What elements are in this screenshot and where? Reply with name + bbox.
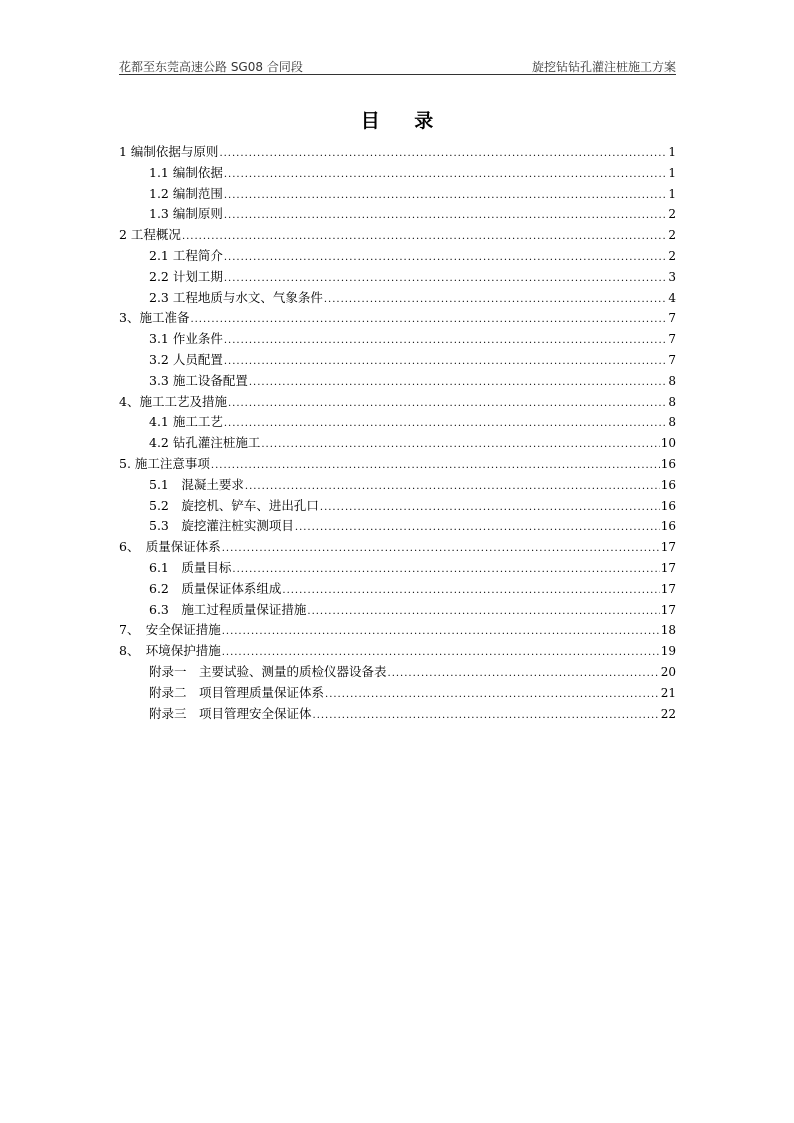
toc-leader-dots	[388, 668, 660, 679]
toc-entry-text: 2.3 工程地质与水文、气象条件	[149, 289, 323, 305]
toc-leader-dots	[224, 190, 668, 201]
toc-entry[interactable]	[119, 412, 676, 433]
toc-entry[interactable]	[119, 246, 676, 267]
toc-entry-text: 7、 安全保证措施	[119, 622, 221, 638]
toc-leader-dots	[190, 314, 667, 325]
toc-entry-page: 16	[660, 498, 676, 513]
toc-entry-page: 8	[668, 394, 676, 409]
toc-entry-text: 1.1 编制依据	[149, 164, 223, 180]
toc-entry-page: 16	[660, 519, 676, 534]
toc-entry-text: 3.1 作业条件	[149, 331, 223, 347]
toc-leader-dots	[295, 522, 660, 533]
toc-entry-page: 2	[668, 248, 676, 263]
toc-entry-text: 1.2 编制范围	[149, 185, 223, 201]
toc-entry-page: 4	[668, 290, 676, 305]
header-project-name: 花都至东莞高速公路 SG08 合同段	[119, 60, 303, 74]
toc-leader-dots	[222, 543, 660, 554]
toc-entry-page: 8	[668, 415, 676, 430]
toc-entry-text: 8、 环境保护措施	[119, 643, 221, 659]
toc-leader-dots	[320, 502, 660, 513]
toc-entry[interactable]	[119, 537, 676, 558]
toc-leader-dots	[245, 481, 660, 492]
toc-entry[interactable]	[119, 516, 676, 537]
toc-leader-dots	[325, 689, 660, 700]
toc-entry[interactable]	[119, 579, 676, 600]
toc-entry[interactable]	[119, 558, 676, 579]
toc-entry[interactable]	[119, 641, 676, 662]
toc-leader-dots	[261, 439, 659, 450]
toc-entry-page: 1	[668, 165, 676, 180]
toc-entry-text: 6、 质量保证体系	[119, 539, 221, 555]
toc-entry-text: 5. 施工注意事项	[119, 455, 210, 471]
toc-entry[interactable]	[119, 475, 676, 496]
toc-entry-page: 3	[668, 269, 676, 284]
toc-entry-page: 8	[668, 373, 676, 388]
toc-entry-text: 6.1 质量目标	[149, 559, 232, 575]
toc-entry-text: 3、施工准备	[119, 310, 190, 326]
toc-entry-text: 4、施工工艺及措施	[119, 393, 227, 409]
toc-leader-dots	[211, 460, 660, 471]
toc-entry[interactable]	[119, 620, 676, 641]
toc-entry-text: 附录二 项目管理质量保证体系	[149, 684, 325, 700]
toc-entry-page: 17	[660, 560, 676, 575]
toc-entry[interactable]	[119, 204, 676, 225]
table-of-contents	[119, 142, 676, 724]
toc-leader-dots	[219, 148, 667, 159]
toc-entry[interactable]	[119, 350, 676, 371]
toc-entry-page: 16	[660, 456, 676, 471]
toc-entry-page: 22	[660, 706, 676, 721]
toc-entry[interactable]	[119, 496, 676, 517]
toc-entry[interactable]	[119, 600, 676, 621]
toc-leader-dots	[222, 647, 660, 658]
toc-entry[interactable]	[119, 683, 676, 704]
toc-entry-text: 6.2 质量保证体系组成	[149, 580, 282, 596]
toc-leader-dots	[224, 335, 668, 346]
toc-leader-dots	[224, 169, 668, 180]
toc-entry[interactable]	[119, 454, 676, 475]
toc-entry[interactable]	[119, 371, 676, 392]
toc-entry-text: 3.2 人员配置	[149, 351, 223, 367]
toc-entry-page: 7	[668, 332, 676, 347]
toc-entry-page: 17	[660, 581, 676, 596]
page-header	[119, 58, 676, 75]
toc-entry[interactable]	[119, 329, 676, 350]
toc-entry-page: 17	[660, 540, 676, 555]
toc-entry[interactable]	[119, 267, 676, 288]
toc-entry-text: 1.3 编制原则	[149, 206, 223, 222]
toc-entry[interactable]	[119, 184, 676, 205]
toc-entry-page: 10	[660, 436, 676, 451]
toc-leader-dots	[182, 231, 667, 242]
toc-leader-dots	[228, 398, 667, 409]
toc-entry[interactable]	[119, 225, 676, 246]
toc-entry[interactable]	[119, 308, 676, 329]
toc-leader-dots	[222, 626, 660, 637]
toc-leader-dots	[313, 710, 660, 721]
toc-entry[interactable]	[119, 433, 676, 454]
toc-entry[interactable]	[119, 288, 676, 309]
toc-entry-page: 2	[668, 207, 676, 222]
toc-entry[interactable]	[119, 392, 676, 413]
toc-entry[interactable]	[119, 163, 676, 184]
toc-entry-text: 2 工程概况	[119, 227, 181, 243]
toc-entry-text: 附录一 主要试验、测量的质检仪器设备表	[149, 663, 387, 679]
toc-entry-text: 6.3 施工过程质量保证措施	[149, 601, 307, 617]
toc-entry[interactable]	[119, 662, 676, 683]
toc-entry-page: 1	[668, 186, 676, 201]
toc-entry[interactable]	[119, 704, 676, 725]
toc-entry-page: 20	[660, 664, 676, 679]
toc-entry-text: 2.2 计划工期	[149, 268, 223, 284]
toc-entry-page: 2	[668, 228, 676, 243]
toc-entry-page: 7	[668, 352, 676, 367]
toc-leader-dots	[224, 252, 668, 263]
toc-leader-dots	[307, 606, 659, 617]
toc-leader-dots	[224, 210, 668, 221]
toc-entry-text: 1 编制依据与原则	[119, 144, 219, 159]
toc-entry-text: 5.1 混凝土要求	[149, 476, 244, 492]
toc-leader-dots	[224, 418, 668, 429]
toc-entry-page: 1	[668, 145, 676, 159]
toc-entry-text: 5.3 旋挖灌注桩实测项目	[149, 518, 294, 534]
toc-entry-page: 17	[660, 602, 676, 617]
toc-entry-page: 18	[660, 623, 676, 638]
toc-entry-text: 附录三 项目管理安全保证体	[149, 705, 312, 721]
toc-leader-dots	[232, 564, 659, 575]
toc-title: 目 录	[360, 110, 448, 132]
toc-leader-dots	[249, 377, 668, 388]
toc-entry-text: 4.1 施工工艺	[149, 414, 223, 430]
toc-entry[interactable]	[119, 142, 676, 163]
toc-entry-text: 2.1 工程简介	[149, 247, 223, 263]
toc-leader-dots	[282, 585, 659, 596]
header-document-title: 旋挖钻钻孔灌注桩施工方案	[531, 60, 676, 74]
toc-entry-text: 3.3 施工设备配置	[149, 372, 248, 388]
toc-entry-page: 21	[660, 685, 676, 700]
toc-entry-page: 16	[660, 477, 676, 492]
toc-entry-page: 19	[660, 644, 676, 659]
toc-entry-text: 5.2 旋挖机、铲车、进出孔口	[149, 497, 319, 513]
toc-leader-dots	[224, 356, 668, 367]
toc-entry-text: 4.2 钻孔灌注桩施工	[149, 435, 261, 451]
toc-leader-dots	[324, 294, 668, 305]
toc-entry-page: 7	[668, 311, 676, 326]
toc-leader-dots	[224, 273, 668, 284]
